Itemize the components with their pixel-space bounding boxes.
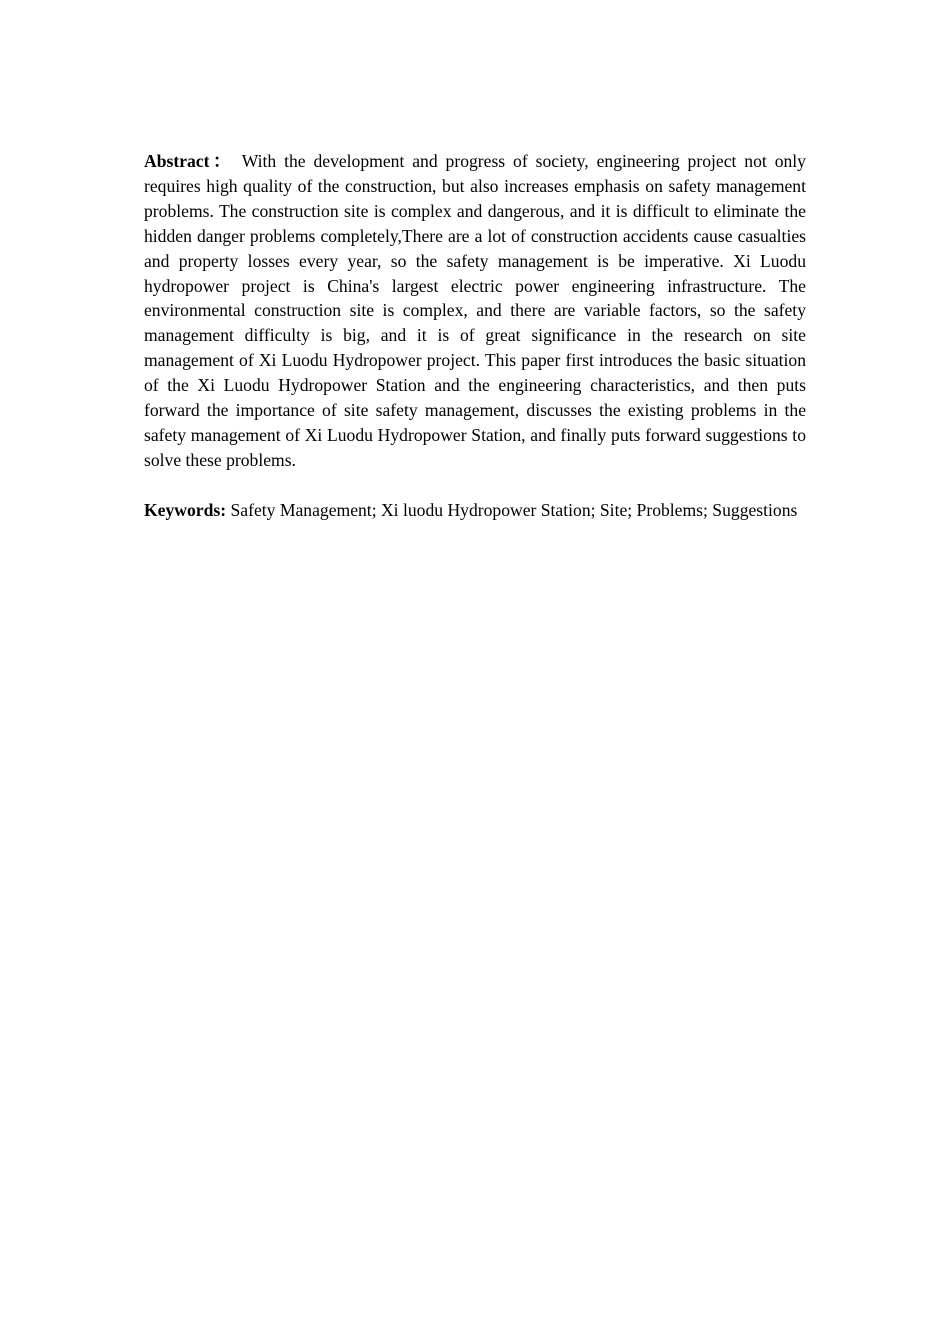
keywords-text: Safety Management; Xi luodu Hydropower Station; Site; Problems; Suggestions — [230, 499, 798, 520]
abstract-paragraph — [144, 149, 806, 473]
keywords-paragraph — [144, 498, 806, 523]
keywords-label: Keywords: — [144, 499, 227, 520]
abstract-label: Abstract — [144, 151, 210, 171]
abstract-text: With the development and progress of society, engineering project not only requires high quality of the construction, but also increases emphasis on safety management problems. The construction site is complex and dangerous, and it is difficult to eliminate the hidden danger problems completely,There are a lot of construction accidents cause casualties and property losses every year, so the safety management is be imperative. Xi Luodu hydropower project is China's largest electric power engineering infrastructure. The environmental construction site is complex, and there are variable factors, so the safety management difficulty is big, and it is of great significance in the research on site management of Xi Luodu Hydropower project. This paper first introduces the basic situation of the Xi Luodu Hydropower Station and the engineering characteristics, and then puts forward the importance of site safety management, discusses the existing problems in the safety management of Xi Luodu Hydropower Station, and finally puts forward suggestions to solve these problems. — [144, 151, 806, 470]
abstract-section — [144, 149, 806, 523]
abstract-separator: ： — [209, 151, 235, 171]
